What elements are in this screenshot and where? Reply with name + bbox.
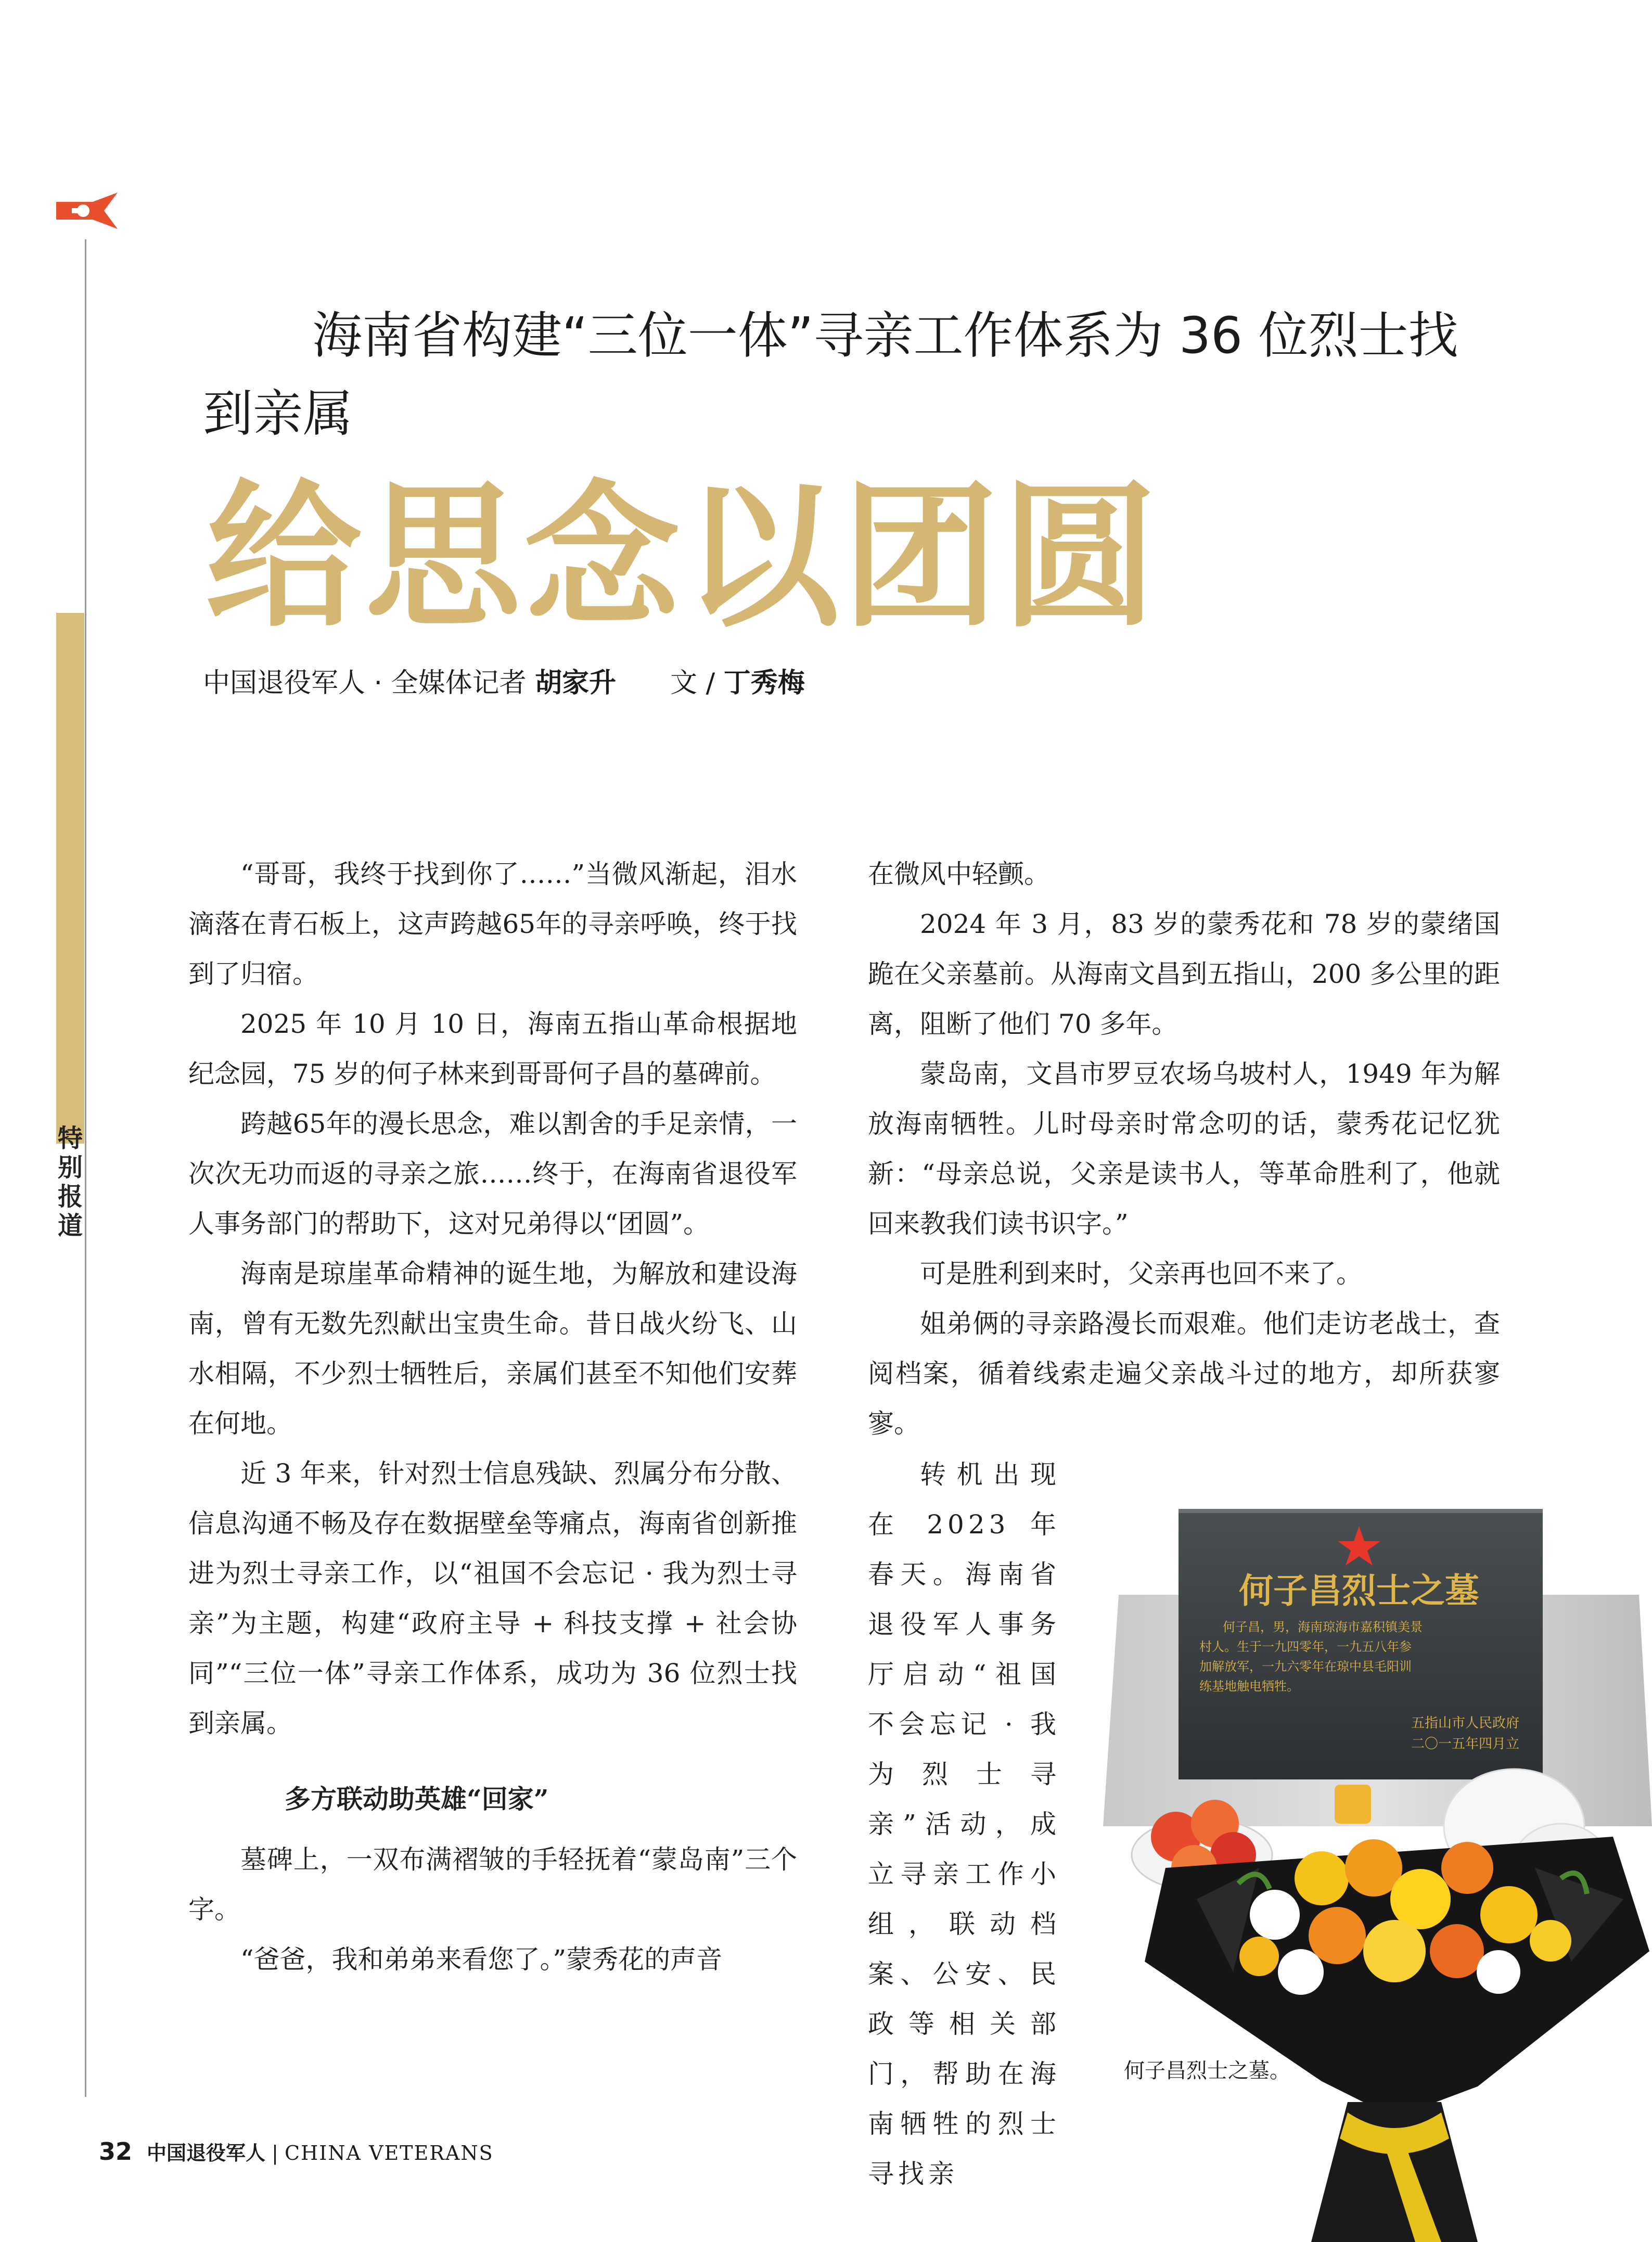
paragraph: 2025 年 10 月 10 日，海南五指山革命根据地纪念园，75 岁的何子林来到哥哥何子昌的墓碑前。 bbox=[188, 1009, 797, 1089]
tomb-inscription-line: 村人。生于一九四零年，一九五八年参 bbox=[1199, 1639, 1412, 1654]
section-label-char: 别 bbox=[57, 1153, 83, 1182]
section-heading: 多方联动助英雄“回家” bbox=[285, 1784, 549, 1814]
article-title: 给思念以团圆 bbox=[206, 465, 1161, 648]
paragraph: 跨越65年的漫长思念，难以割舍的手足亲情，一次次无功而返的寻亲之旅……终于，在海南省退役军人事务部门的帮助下，这对兄弟得以“团圆”。 bbox=[188, 1109, 797, 1239]
paragraph: 可是胜利到来时，父亲再也回不来了。 bbox=[920, 1259, 1362, 1289]
paragraph: 蒙岛南，文昌市罗豆农场乌坡村人，1949 年为解放海南牺牲。儿时母亲时常念叨的话，蒙秀花记忆犹新：“母亲总说，父亲是读书人，等革命胜利了，他就回来教我们读书识字。” bbox=[868, 1059, 1500, 1239]
article-column-right-narrow bbox=[868, 1450, 1060, 2199]
tomb-inscription-line: 练基地触电牺牲。 bbox=[1199, 1679, 1299, 1694]
magazine-name-en: CHINA VETERANS bbox=[285, 2142, 494, 2164]
byline-mid: 文 / bbox=[616, 668, 724, 699]
byline-reporter: 胡家升 bbox=[535, 668, 617, 699]
magazine-logo-icon bbox=[56, 193, 119, 229]
byline-prefix: 中国退役军人 · 全媒体记者 bbox=[203, 668, 535, 699]
tomb-inscription-line: 加解放军，一九六零年在琼中县毛阳训 bbox=[1199, 1659, 1412, 1674]
article-column-right bbox=[868, 849, 1500, 1449]
section-label-char: 特 bbox=[57, 1124, 83, 1153]
section-label-char: 报 bbox=[57, 1182, 83, 1211]
paragraph: 墓碑上，一双布满褶皱的手轻抚着“蒙岛南”三个字。 bbox=[188, 1844, 797, 1925]
page-number: 32 bbox=[99, 2137, 133, 2166]
paragraph: 2024 年 3 月，83 岁的蒙秀花和 78 岁的蒙绪国跪在父亲墓前。从海南文昌到五指山，200 多公里的距离，阻断了他们 70 多年。 bbox=[868, 909, 1500, 1039]
paragraph: 在微风中轻颤。 bbox=[868, 859, 1050, 889]
article-column-left bbox=[188, 849, 797, 1984]
paragraph: 姐弟俩的寻亲路漫长而艰难。他们走访老战士，查阅档案，循着线索走遍父亲战斗过的地方，却所获寥寥。 bbox=[868, 1309, 1500, 1439]
footer-separator: | bbox=[265, 2142, 285, 2164]
tomb-signature-line: 二〇一五年四月立 bbox=[1411, 1736, 1519, 1752]
paragraph: 海南是琼崖革命精神的诞生地，为解放和建设海南，曾有无数先烈献出宝贵生命。昔日战火纷飞、山水相隔，不少烈士牺牲后，亲属们甚至不知他们安葬在何地。 bbox=[188, 1259, 797, 1439]
page-footer bbox=[99, 2136, 879, 2169]
tomb-inscription-line: 何子昌，男，海南琼海市嘉积镇美景 bbox=[1223, 1620, 1423, 1634]
tomb-photo bbox=[1103, 1504, 1652, 2242]
paragraph: 近 3 年来，针对烈士信息残缺、烈属分布分散、信息沟通不畅及存在数据壁垒等痛点，海南省创新推进为烈士寻亲工作，以“祖国不会忘记 · 我为烈士寻亲”为主题，构建“政府主导 + 科技支撑 + 社会协同”“三位一体”寻亲工作体系，成功为 36 位烈士找到亲属。 bbox=[188, 1458, 798, 1738]
byline bbox=[203, 665, 1244, 701]
magazine-name-cn: 中国退役军人 bbox=[147, 2142, 266, 2164]
sidebar-accent-bar bbox=[56, 613, 84, 1144]
tomb-signature-line: 五指山市人民政府 bbox=[1411, 1715, 1519, 1731]
photo-caption: 何子昌烈士之墓。 bbox=[1124, 2059, 1290, 2083]
tomb-title: 何子昌烈士之墓 bbox=[1239, 1570, 1479, 1611]
section-label bbox=[52, 1124, 88, 1240]
paragraph: 转机出现在 2023 年春天。海南省退役军人事务厅启动“祖国不会忘记 · 我为烈士寻亲”活动，成立寻亲工作小组，联动档案、公安、民政等相关部门，帮助在海南牺牲的烈士寻找亲 bbox=[868, 1459, 1060, 2189]
section-label-char: 道 bbox=[57, 1211, 83, 1240]
paragraph: “爸爸，我和弟弟来看您了。”蒙秀花的声音 bbox=[240, 1944, 723, 1975]
byline-author: 丁秀梅 bbox=[723, 668, 805, 699]
article-subtitle: 海南省构建“三位一体”寻亲工作体系为 36 位烈士找到亲属 bbox=[203, 306, 1458, 443]
paragraph: “哥哥，我终于找到你了……”当微风渐起，泪水滴落在青石板上，这声跨越65年的寻亲呼唤，终于找到了归宿。 bbox=[188, 859, 797, 989]
